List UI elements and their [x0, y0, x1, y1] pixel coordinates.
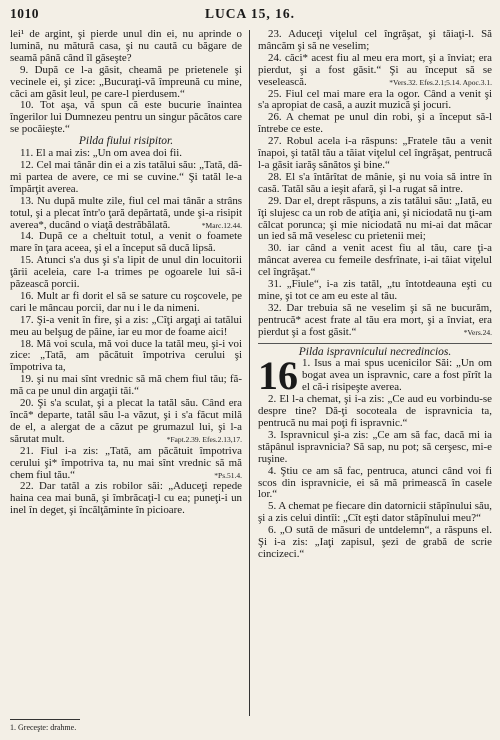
- section-heading: Pilda fiului risipitor.: [78, 135, 174, 148]
- verse-text: 15. Atunci s'a dus şi s'a lipit de unul din locuitorii ţării aceleia, care l-a trimes pe ogoarele lui să-i păzească porcii.: [10, 254, 242, 291]
- cross-reference: *Ps.51.4.: [214, 470, 242, 480]
- verse-paragraph: [258, 112, 492, 136]
- verse-paragraph: [10, 481, 242, 517]
- verse-paragraph: [258, 29, 492, 53]
- verse-paragraph: [10, 291, 242, 315]
- verse-text: 9. După ce l-a găsit, cheamă pe prietenele şi vecinele ei, şi zice: „Bucuraţi-vă împreună cu mine, căci am găsit leul, pe care-l pierdusem.“: [10, 63, 242, 100]
- page-header: [10, 6, 490, 26]
- verse-text: 29. Dar el, drept răspuns, a zis tatălui său: „Iată, eu îţi slujesc ca un rob de atîţia ani, şi niciodată nu ţi-am călcat porunca; şi mie niciodată nu mi-ai dat măcar un ied să mă veselesc cu prietenii mei;: [258, 194, 492, 243]
- verse-text: 30. iar când a venit acest fiu al tău, care ţi-a mâncat averea cu femeile desfrînate, i-ai tăiat viţelul cel îngrăşat.“: [258, 242, 492, 279]
- verse-paragraph: [258, 136, 492, 172]
- verse-paragraph: [258, 353, 492, 399]
- verse-paragraph: [10, 160, 242, 196]
- verse-text: lei¹ de argint, şi pierde unul din ei, nu aprinde o lumină, nu mătură casa, şi nu caută cu băgare de seamă până când îl găseşte?: [10, 28, 242, 64]
- verse-paragraph: [10, 29, 242, 65]
- verse-paragraph: [10, 339, 242, 375]
- running-head: LUCA 15, 16.: [204, 6, 295, 21]
- verse-paragraph: [258, 430, 492, 466]
- verse-text: 2. El l-a chemat, şi i-a zis: „Ce aud eu vorbindu-se despre tine? Dă-ţi socoteala de ispravnicia ta, pentrucă nu mai poţi fi ispravnic.“: [258, 393, 492, 429]
- verse-paragraph: [258, 501, 492, 525]
- verse-text: 17. Şi-a venit în fire, şi a zis: „Cîţi argaţi ai tatălui meu au belşug de pâine, iar eu mor de foame aici!: [10, 313, 242, 338]
- verse-paragraph: [258, 172, 492, 196]
- verse-text: 26. A chemat pe unul din robi, şi a început să-l întrebe ce este.: [258, 111, 492, 136]
- verse-paragraph: [258, 243, 492, 279]
- verse-text: 11. El a mai zis: „Un om avea doi fii.: [20, 147, 183, 160]
- cross-reference: *Vers.24.: [463, 327, 492, 337]
- verse-paragraph: [10, 255, 242, 291]
- verse-paragraph: [10, 374, 242, 398]
- chapter-number: 16: [258, 353, 298, 399]
- verse-text: 1. Isus a mai spus ucenicilor Săi: „Un om bogat avea un ispravnic, care a fost pîrît la el că-i risipeşte averea.: [302, 357, 492, 394]
- verse-paragraph: [258, 196, 492, 244]
- verse-paragraph: [10, 65, 242, 101]
- verse-paragraph: [258, 303, 492, 339]
- verse-text: 21. Fiul i-a zis: „Tată, am păcătuit împotriva cerului şi* împotriva ta, nu mai sînt vrednic să mă chem fiul tău.“: [10, 444, 242, 481]
- cross-reference: *Vers.32. Efes.2.1;5.14. Apoc.3.1.: [389, 77, 492, 87]
- verse-text: 25. Fiul cel mai mare era la ogor. Când a venit şi s'a apropiat de casă, a auzit muzică şi jocuri.: [258, 87, 492, 112]
- verse-text: 23. Aduceţi viţelul cel îngrăşat, şi tăiaţi-l. Să mâncăm şi să ne veselim;: [258, 28, 492, 52]
- page-number: 1010: [10, 6, 39, 21]
- verse-text: 19. şi nu mai sînt vrednic să mă chem fiul tău; fă-mă ca pe unul din argaţii tăi.“: [10, 373, 242, 398]
- verse-paragraph: [258, 525, 492, 561]
- verse-text: 10. Tot aşa, vă spun că este bucurie înaintea îngerilor lui Dumnezeu pentru un singur păcătos care se pocăieşte.“: [10, 99, 242, 136]
- verse-text: 14. După ce a cheltuit totul, a venit o foamete mare în ţara aceea, şi el a început să ducă lipsă.: [10, 230, 242, 255]
- footnote-rule: [10, 719, 80, 720]
- left-column: [10, 29, 242, 517]
- verse-paragraph: [258, 279, 492, 303]
- verse-text: 3. Ispravnicul şi-a zis: „Ce am să fac, dacă mi ia stăpânul ispravnicia? Să sap, nu pot; să cerşesc, mi-e ruşine.: [258, 428, 492, 465]
- verse-text: 27. Robul acela i-a răspuns: „Fratele tău a venit înapoi, şi tatăl tău a tăiat viţelul cel îngrăşat, pentrucă l-a găsit iarăş sănătos şi bine.“: [258, 135, 492, 171]
- verse-text: 32. Dar trebuia să ne veselim şi să ne bucurăm, pentrucă* acest frate al tău era mort, şi a înviat, era pierdut şi a fost găsit.“: [258, 301, 492, 338]
- verse-paragraph: [258, 53, 492, 89]
- right-column: [258, 29, 492, 561]
- verse-paragraph: [10, 231, 242, 255]
- verse-text: 18. Mă voi scula, mă voi duce la tatăl meu, şi-i voi zice: „Tată, am păcătuit împotriva cerului şi împotriva ta,: [10, 337, 242, 374]
- verse-paragraph: [258, 466, 492, 502]
- verse-paragraph: [10, 398, 242, 446]
- verse-text: 20. Şi s'a sculat, şi a plecat la tatăl său. Când era încă* departe, tatăl său l-a văzut, şi i s'a făcut milă de el, a alergat de a căzut pe grumazul lui, şi l-a sărutat mult.: [10, 397, 242, 445]
- section-heading: Pilda ispravnicului necredincios.: [258, 343, 492, 359]
- verse-text: 6. „O sută de măsuri de untdelemn“, a răspuns el. Şi i-a zis: „Iaţi zapisul, şezi de grabă de scrie cincizeci.“: [258, 524, 492, 560]
- cross-reference: *Marc.12.44.: [201, 220, 242, 230]
- footnote: 1. Greceşte: drahme.: [10, 723, 77, 732]
- verse-text: 16. Mult ar fi dorit el să se sature cu roşcovele, pe cari le mâncau porcii, dar nu i le da nimeni.: [10, 289, 242, 314]
- column-divider: [249, 30, 250, 716]
- verse-paragraph: [10, 446, 242, 482]
- verse-paragraph: [10, 100, 242, 136]
- verse-text: 5. A chemat pe fiecare din datornicii stăpînului său, şi a zis celui dintîi: „Cît eşti dator stăpînului meu?“: [258, 500, 492, 525]
- verse-text: 13. Nu după multe zile, fiul cel mai tânăr a strâns totul, şi a plecat într'o ţară depărtată, unde şi-a risipit averea*, ducând o viaţă destrăbălată.: [10, 194, 242, 231]
- verse-text: 22. Dar tatăl a zis robilor săi: „Aduceţi repede haina cea mai bună, şi îmbrăcaţi-l cu ea; puneţi-i un inel în deget, şi încălţăminte în picioare.: [10, 480, 242, 517]
- verse-text: 4. Ştiu ce am să fac, pentruca, atunci când voi fi scos din ispravnicie, ei să mă primească în casele lor.“: [258, 464, 492, 501]
- verse-text: 24. căci* acest fiu al meu era mort, şi a înviat; era pierdut, şi a fost găsit.“ Şi au început să se veselească.: [258, 51, 492, 88]
- verse-paragraph: [258, 394, 492, 430]
- cross-reference: *Fapt.2.39. Efes.2.13,17.: [166, 434, 242, 444]
- verse-text: 31. „Fiule“, i-a zis tatăl, „tu întotdeauna eşti cu mine, şi tot ce am eu este al tău.: [258, 278, 492, 302]
- verse-text: 28. El s'a întărîtat de mânie, şi nu voia să intre în casă. Tatăl său a ieşit afară, şi l-a rugat să intre.: [258, 170, 492, 195]
- verse-paragraph: [10, 315, 242, 339]
- verse-paragraph: [10, 196, 242, 232]
- verse-paragraph: [258, 89, 492, 113]
- verse-text: 12. Cel mai tânăr din ei a zis tatălui său: „Tată, dă-mi partea de avere, ce mi se cuvine.“ Şi tatăl le-a împărţit averea.: [10, 158, 242, 195]
